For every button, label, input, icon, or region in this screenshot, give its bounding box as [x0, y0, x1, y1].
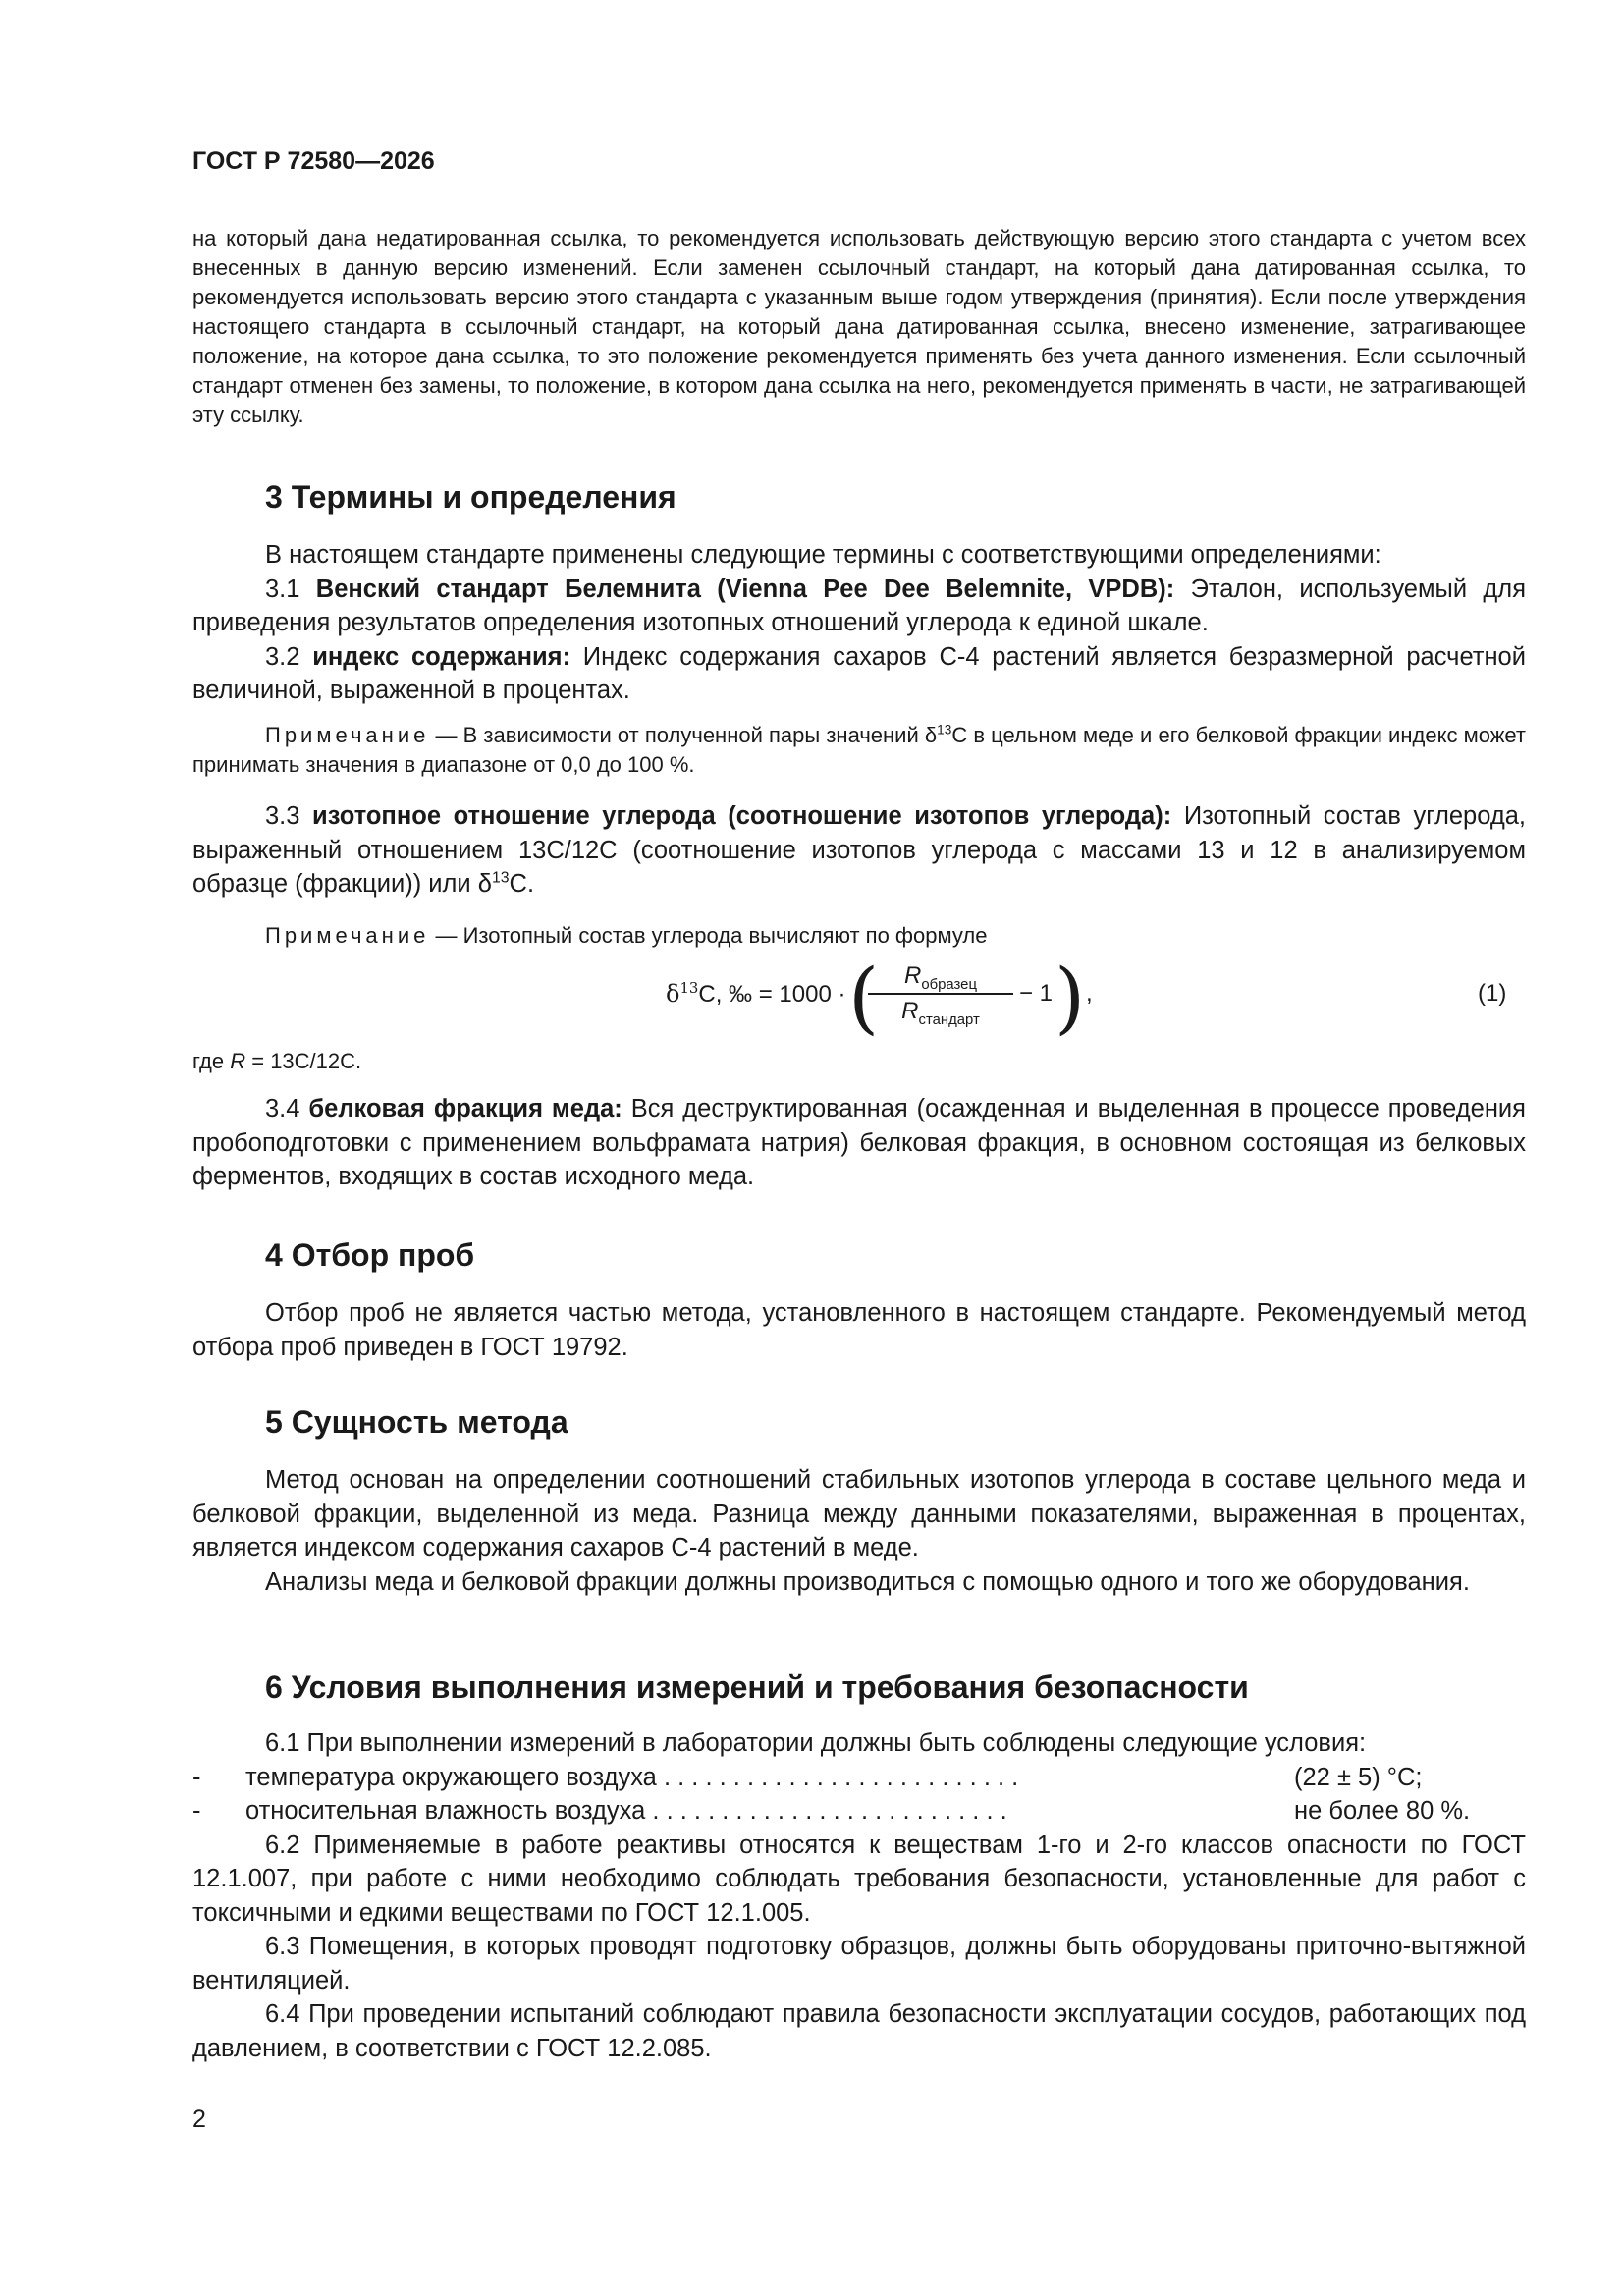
- formula-1: $\delta^{13}C$, ‰ = 1000 · ( $R_{образец}$ $R_{стандарт}$ − 1 ) ,: [666, 952, 1093, 1043]
- note-1: Примечание — В зависимости от полученной пары значений $\delta^{13}C$ в цельном меде и его белковой фракции индекс может принимать значения в диапазоне от 0,0 до 100 %.: [192, 722, 1526, 777]
- section-5-body: [192, 1463, 1526, 1599]
- clause-6-2: 6.2 Применяемые в работе реактивы относятся к веществам 1-го и 2-го классов опасности по ГОСТ 12.1.007, при работе с ними необходимо соблюдать требования безопасности, установленные для работ с токсичными и едкими веществами по ГОСТ 12.1.005.: [192, 1831, 1526, 1927]
- section-6-heading: 6 Условия выполнения измерений и требования безопасности: [265, 1669, 1249, 1705]
- clause-6-3: 6.3 Помещения, в которых проводят подготовку образцов, должны быть оборудованы приточно-вытяжной вентиляцией.: [192, 1933, 1526, 1995]
- term-3-1: 3.1 Венский стандарт Белемнита (Vienna Pee Dee Belemnite, VPDB): Эталон, используемый для приведения результатов определения изотопных отношений углерода к единой шкале.: [192, 574, 1526, 636]
- document-code: ГОСТ Р 72580—2026: [192, 147, 435, 175]
- note-label: Примечание: [265, 923, 430, 948]
- formula-open-paren: (: [848, 952, 880, 1043]
- section-3-intro: В настоящем стандарте применены следующие термины с соответствующими определениями:: [265, 541, 1381, 569]
- note-label: Примечание: [265, 723, 430, 747]
- term-3-3: 3.3 изотопное отношение углерода (соотношение изотопов углерода): Изотопный состав углерода, выраженный отношением 13C/12C (соотношение изотопов углерода с массами 13 и 12 в анализируемом образце (фракции)) или $\delta^{13}C$.: [192, 802, 1526, 898]
- section-6-body: [192, 1726, 1526, 2065]
- section-5-para-2: Анализы меда и белковой фракции должны производиться с помощью одного и того же оборудования.: [265, 1567, 1470, 1596]
- term-3-4: 3.4 белковая фракция меда: Вся деструктированная (осажденная и выделенная в процессе проведения пробоподготовки с применением вольфрамата натрия) белковая фракция, в основном состоящая из белковых ферментов, входящих в состав исходного меда.: [192, 1095, 1526, 1190]
- intro-text: на который дана недатированная ссылка, то рекомендуется использовать действующую версию этого стандарта с учетом всех внесенных в данную версию изменений. Если заменен ссылочный стандарт, на который дана датированная ссылка, то рекомендуется использовать версию этого стандарта с указанным выше годом утверждения (принятия). Если после утверждения настоящего стандарта в ссылочный стандарт, на который дана датированная ссылка, внесено изменение, затрагивающее положение, на которое дана ссылка, то это положение рекомендуется применять без учета данного изменения. Если ссылочный стандарт отменен без замены, то положение, в котором дана ссылка на него, рекомендуется применять в части, не затрагивающей эту ссылку.: [192, 226, 1526, 427]
- formula-numerator: $R_{образец}$: [904, 962, 977, 993]
- section-4-heading: 4 Отбор проб: [265, 1237, 475, 1273]
- section-4-body: Отбор проб не является частью метода, установленного в настоящем стандарте. Рекомендуемый метод отбора проб приведен в ГОСТ 19792.: [192, 1299, 1526, 1361]
- section-3-body: [192, 538, 1526, 708]
- intro-paragraph: [192, 224, 1526, 430]
- formula-fraction: [868, 962, 1013, 1028]
- fraction-bar: [868, 993, 1013, 995]
- equation-number: (1): [1478, 980, 1507, 1007]
- condition-humidity: - относительная влажность воздуха . . . . . . . . . . . . . . . . . . . . . . . . . . не более 80 %.: [192, 1797, 1471, 1825]
- clause-6-1: 6.1 При выполнении измерений в лаборатории должны быть соблюдены следующие условия:: [265, 1729, 1367, 1757]
- section-3-heading: 3 Термины и определения: [265, 479, 676, 515]
- formula-denominator: $R_{стандарт}$: [901, 998, 980, 1028]
- formula-close-paren: ): [1055, 952, 1086, 1043]
- note-2: Примечание — Изотопный состав углерода вычисляют по формуле: [265, 923, 988, 948]
- section-5-heading: 5 Сущность метода: [265, 1404, 568, 1440]
- term-3-2: 3.2 индекс содержания: Индекс содержания сахаров С-4 растений является безразмерной расчетной величиной, выраженной в процентах.: [192, 642, 1526, 704]
- section-5-para-1: Метод основан на определении соотношений стабильных изотопов углерода в составе цельного меда и белковой фракции, выделенной из меда. Разница между данными показателями, выраженная в процентах, является индексом содержания сахаров С-4 растений в меде.: [192, 1466, 1526, 1561]
- formula-where: где R = 13C/12C.: [192, 1049, 362, 1073]
- page-number: 2: [192, 2105, 206, 2133]
- clause-6-4: 6.4 При проведении испытаний соблюдают правила безопасности эксплуатации сосудов, работающих под давлением, в соответствии с ГОСТ 12.2.085.: [192, 2000, 1526, 2062]
- condition-temperature: - температура окружающего воздуха . . . . . . . . . . . . . . . . . . . . . . . . . . (22 ± 5) °C;: [192, 1763, 1423, 1791]
